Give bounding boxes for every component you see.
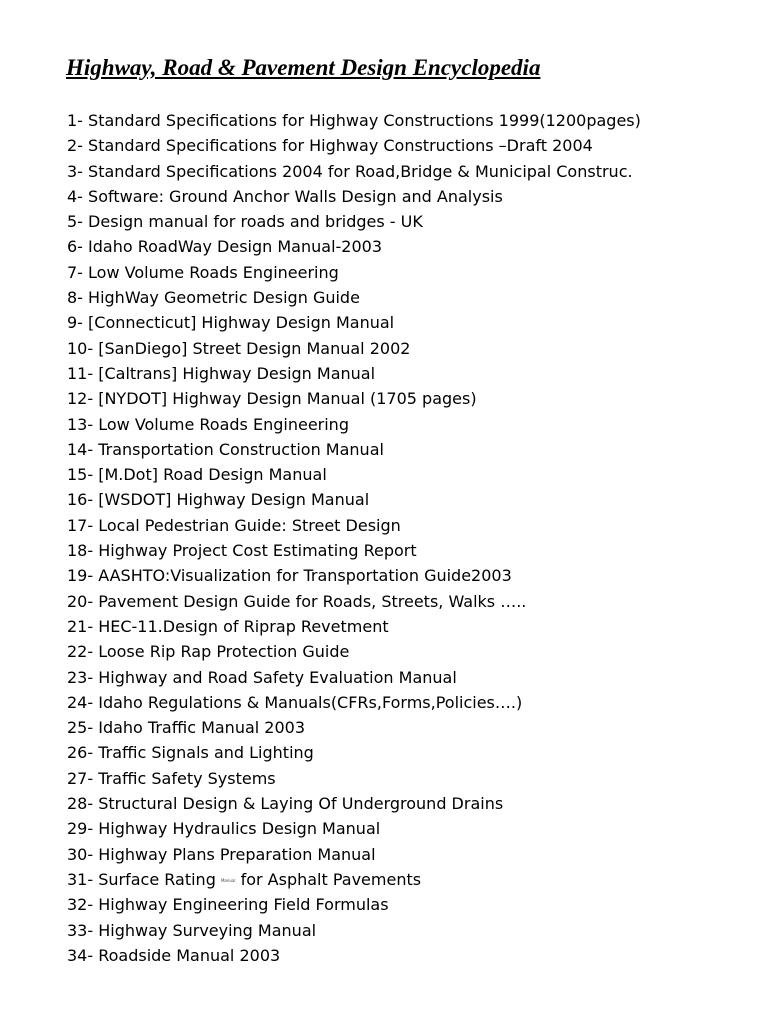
list-item-13: 13- Low Volume Roads Engineering [67, 414, 349, 434]
list-item-30: 30- Highway Plans Preparation Manual [67, 844, 376, 864]
list-item-34: 34- Roadside Manual 2003 [67, 945, 281, 965]
list-item-7: 7- Low Volume Roads Engineering [67, 262, 339, 282]
tiny-mark: Manual [220, 877, 236, 883]
encyclopedia-list [67, 108, 641, 968]
list-item-16: 16- [WSDOT] Highway Design Manual [67, 490, 370, 510]
list-item-31 [67, 867, 641, 892]
list-item-12: 12- [NYDOT] Highway Design Manual (1705 pages) [67, 389, 477, 409]
list-item-18: 18- Highway Project Cost Estimating Report [67, 541, 417, 561]
list-item-17: 17- Local Pedestrian Guide: Street Design [67, 515, 401, 535]
list-item-24: 24- Idaho Regulations & Manuals(CFRs,Forms,Policies….) [67, 692, 523, 712]
list-item-9: 9- [Connecticut] Highway Design Manual [67, 313, 395, 333]
list-item-31-head: 31- Surface Rating [67, 869, 216, 889]
document-title: Highway, Road & Pavement Design Encyclopedia [66, 55, 541, 80]
list-item-1: 1- Standard Specifications for Highway Constructions 1999(1200pages) [67, 111, 641, 130]
list-item-4: 4- Software: Ground Anchor Walls Design and Analysis [67, 186, 503, 206]
list-item-10: 10- [SanDiego] Street Design Manual 2002 [67, 338, 411, 358]
list-item-29: 29- Highway Hydraulics Design Manual [67, 819, 381, 839]
list-item-33: 33- Highway Surveying Manual [67, 920, 317, 940]
list-item-20: 20- Pavement Design Guide for Roads, Streets, Walks ….. [67, 591, 527, 611]
list-item-31-tail: for Asphalt Pavements [240, 869, 422, 889]
list-item-5: 5- Design manual for roads and bridges - UK [67, 212, 423, 232]
list-item-11: 11- [Caltrans] Highway Design Manual [67, 363, 376, 383]
list-item-2: 2- Standard Specifications for Highway Constructions –Draft 2004 [67, 136, 593, 156]
list-item-23: 23- Highway and Road Safety Evaluation Manual [67, 667, 457, 687]
list-item-32: 32- Highway Engineering Field Formulas [67, 895, 389, 915]
list-item-21: 21- HEC-11.Design of Riprap Revetment [67, 616, 389, 636]
list-item-26: 26- Traffic Signals and Lighting [67, 743, 314, 763]
list-item-15: 15- [M.Dot] Road Design Manual [67, 465, 327, 485]
list-item-6: 6- Idaho RoadWay Design Manual-2003 [67, 237, 382, 257]
list-item-25: 25- Idaho Traffic Manual 2003 [67, 718, 306, 738]
list-item-19: 19- AASHTO:Visualization for Transportation Guide2003 [67, 566, 512, 586]
list-item-14: 14- Transportation Construction Manual [67, 439, 384, 459]
list-item-3: 3- Standard Specifications 2004 for Road,Bridge & Municipal Construc. [67, 161, 633, 181]
list-item-27: 27- Traffic Safety Systems [67, 768, 276, 788]
list-item-28: 28- Structural Design & Laying Of Underground Drains [67, 794, 504, 814]
list-item-8: 8- HighWay Geometric Design Guide [67, 288, 360, 308]
list-item-22: 22- Loose Rip Rap Protection Guide [67, 642, 350, 662]
